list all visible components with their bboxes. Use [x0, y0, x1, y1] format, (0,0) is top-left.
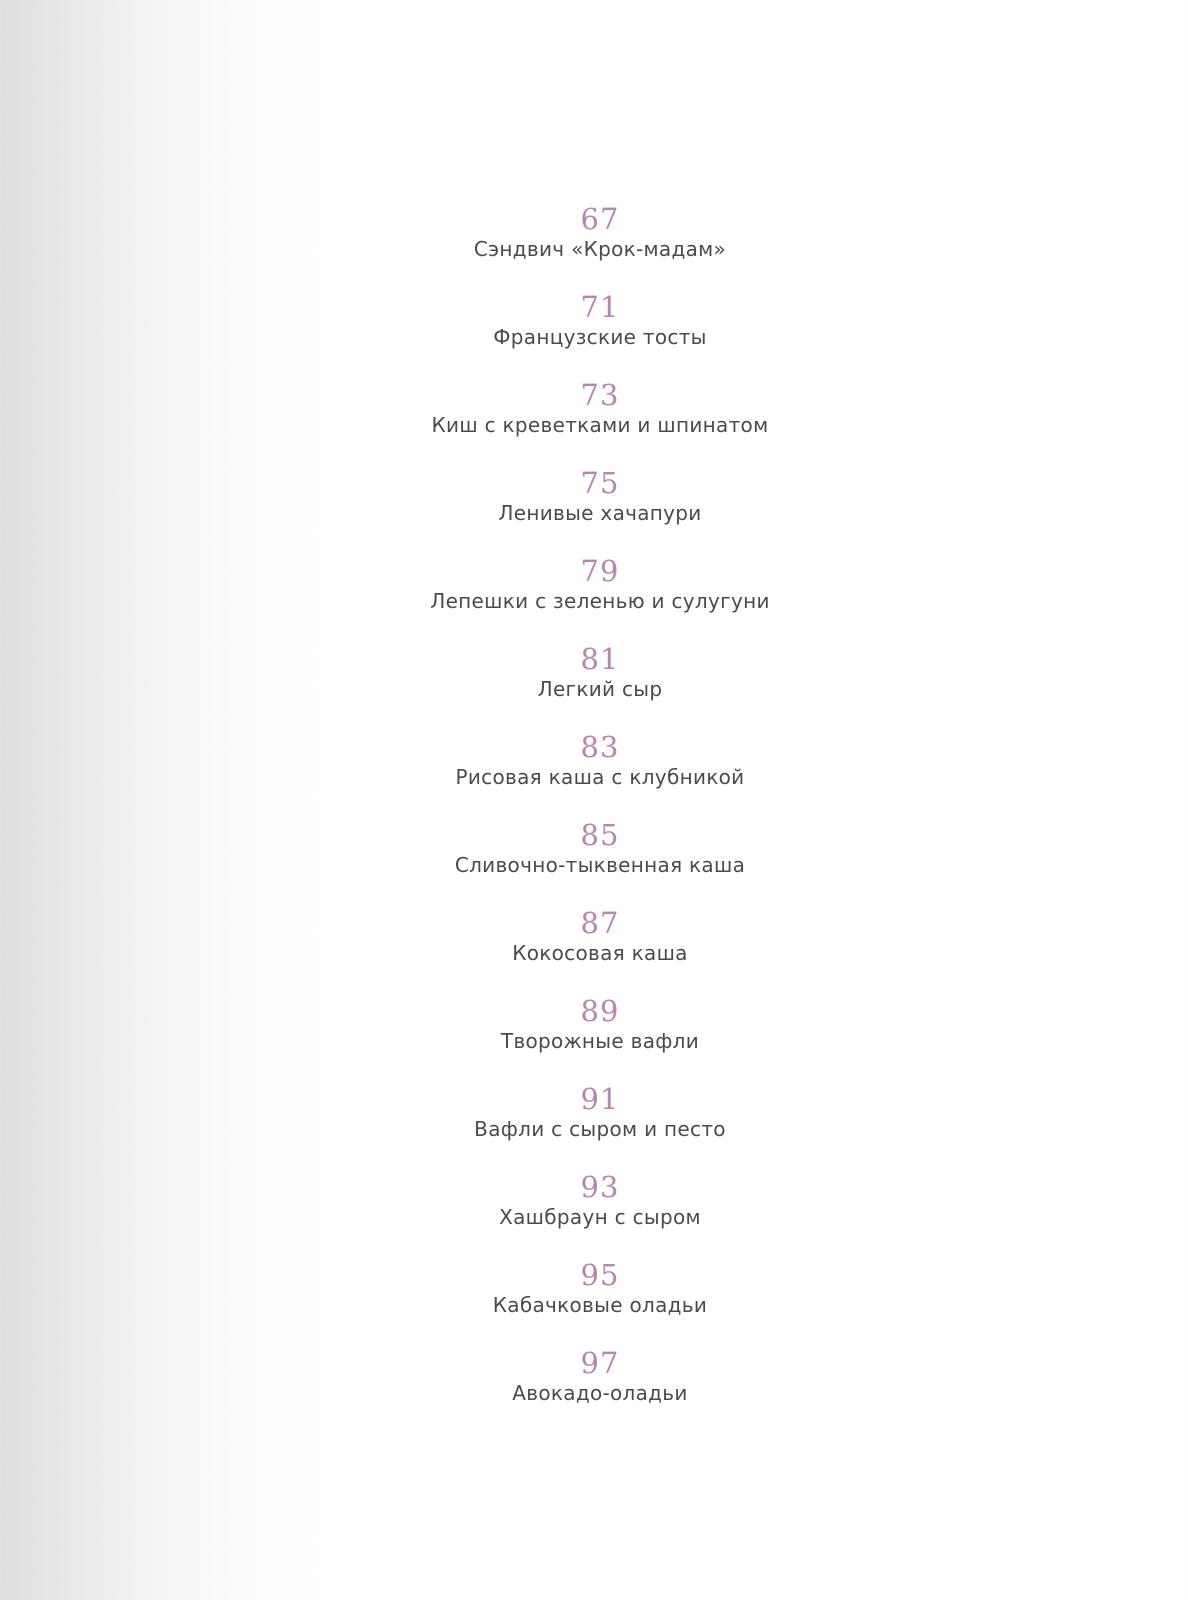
toc-recipe-title: Лепешки с зеленью и сулугуни	[430, 589, 770, 613]
toc-page-number: 93	[580, 1170, 620, 1204]
toc-recipe-title: Хашбраун с сыром	[499, 1205, 701, 1229]
toc-recipe-title: Киш с креветками и шпинатом	[431, 413, 769, 437]
toc-entry	[6, 466, 1188, 554]
toc-entry	[6, 1346, 1188, 1434]
toc-page-number: 89	[580, 994, 620, 1028]
toc-entry	[6, 554, 1188, 642]
toc-page-number: 79	[580, 554, 620, 588]
table-of-contents	[0, 202, 1188, 1434]
toc-page-number: 85	[580, 818, 620, 852]
toc-page-number: 71	[580, 290, 620, 324]
toc-page-number: 95	[580, 1258, 620, 1292]
toc-recipe-title: Вафли с сыром и песто	[474, 1117, 726, 1141]
toc-recipe-title: Рисовая каша с клубникой	[455, 765, 745, 789]
toc-page-number: 97	[580, 1346, 620, 1380]
toc-recipe-title: Легкий сыр	[537, 677, 663, 701]
toc-page-number: 91	[580, 1082, 620, 1116]
toc-entry	[6, 994, 1188, 1082]
toc-page-number: 87	[580, 906, 620, 940]
toc-entry	[6, 906, 1188, 994]
toc-page-number: 75	[580, 466, 620, 500]
toc-entry	[6, 642, 1188, 730]
toc-entry	[6, 1082, 1188, 1170]
toc-page-number: 73	[580, 378, 620, 412]
toc-page-number: 83	[580, 730, 620, 764]
toc-entry	[6, 1170, 1188, 1258]
toc-recipe-title: Кокосовая каша	[512, 941, 688, 965]
toc-recipe-title: Творожные вафли	[500, 1029, 700, 1053]
toc-recipe-title: Ленивые хачапури	[498, 501, 702, 525]
toc-entry	[6, 202, 1188, 290]
toc-entry	[6, 730, 1188, 818]
toc-recipe-title: Сэндвич «Крок-мадам»	[473, 237, 727, 261]
toc-page-number: 67	[580, 202, 620, 236]
toc-recipe-title: Французские тосты	[493, 325, 707, 349]
toc-entry	[6, 818, 1188, 906]
toc-recipe-title: Сливочно-тыквенная каша	[454, 853, 746, 877]
toc-recipe-title: Авокадо-оладьи	[512, 1381, 688, 1405]
toc-entry	[6, 290, 1188, 378]
toc-entry	[6, 378, 1188, 466]
toc-entry	[6, 1258, 1188, 1346]
toc-page-number: 81	[580, 642, 620, 676]
toc-recipe-title: Кабачковые оладьи	[492, 1293, 708, 1317]
